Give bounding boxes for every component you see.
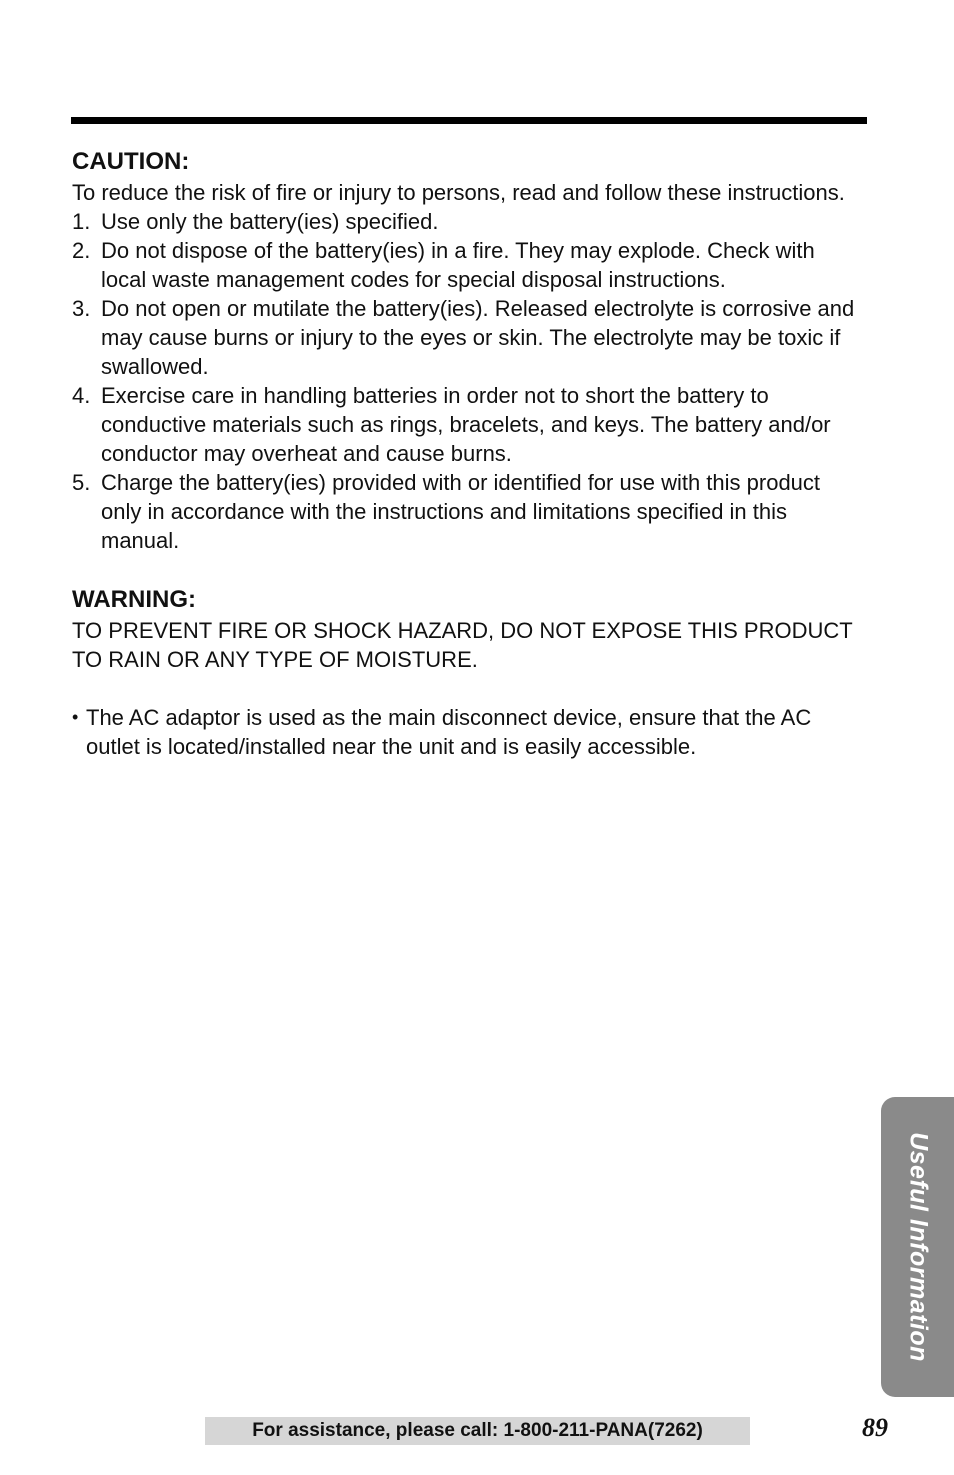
caution-section xyxy=(72,146,862,555)
caution-heading: CAUTION: xyxy=(72,148,190,175)
item-number: 1. xyxy=(72,209,91,234)
caution-item xyxy=(72,207,862,236)
caution-intro: To reduce the risk of fire or injury to persons, read and follow these instructions. xyxy=(72,180,845,205)
top-rule xyxy=(71,117,867,124)
item-number: 2. xyxy=(72,238,91,263)
item-text: Use only the battery(ies) specified. xyxy=(101,209,439,234)
warning-heading: WARNING: xyxy=(72,586,196,613)
item-text: Charge the battery(ies) provided with or identified for use with this product only in accordance with the instructions and limitations specified in this manual. xyxy=(101,470,821,553)
note-text: The AC adaptor is used as the main disconnect device, ensure that the AC outlet is located/installed near the unit and is easily accessible. xyxy=(86,705,812,759)
page-number: 89 xyxy=(862,1413,888,1442)
section-side-tab xyxy=(881,1097,954,1397)
item-number: 4. xyxy=(72,383,91,408)
ac-adaptor-note xyxy=(72,703,862,761)
caution-item xyxy=(72,468,862,555)
caution-item xyxy=(72,381,862,468)
item-text: Do not dispose of the battery(ies) in a fire. They may explode. Check with local waste management codes for special disposal instructions. xyxy=(101,238,815,292)
caution-item xyxy=(72,294,862,381)
item-text: Do not open or mutilate the battery(ies). Released electrolyte is corrosive and may cause burns or injury to the eyes or skin. The electrolyte may be toxic if swallowed. xyxy=(101,296,855,379)
page-content xyxy=(72,146,862,761)
item-number: 3. xyxy=(72,296,91,321)
assistance-footer: For assistance, please call: 1-800-211-PANA(7262) xyxy=(205,1417,750,1445)
warning-section xyxy=(72,584,862,674)
item-text: Exercise care in handling batteries in order not to short the battery to conductive materials such as rings, bracelets, and keys. The battery and/or conductor may overheat and cause burns. xyxy=(101,383,831,466)
side-tab-label: Useful Information xyxy=(904,1132,932,1362)
warning-text: TO PREVENT FIRE OR SHOCK HAZARD, DO NOT EXPOSE THIS PRODUCT TO RAIN OR ANY TYPE OF MOISTURE. xyxy=(72,618,853,672)
item-number: 5. xyxy=(72,470,91,495)
caution-list xyxy=(72,207,862,555)
caution-item xyxy=(72,236,862,294)
bullet-icon: • xyxy=(72,707,79,727)
